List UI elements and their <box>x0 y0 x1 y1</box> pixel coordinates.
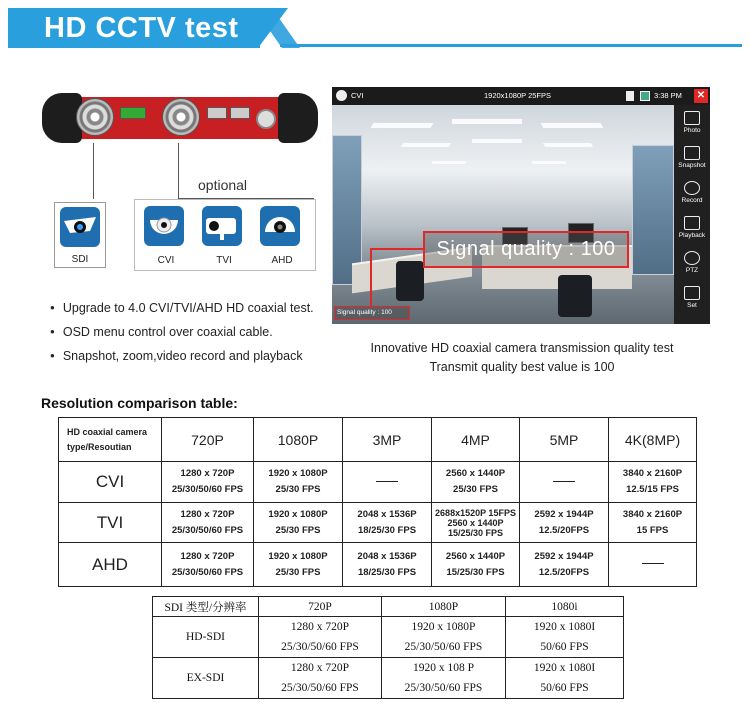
table-cell: 2560 x 1440P 15/25/30 FPS <box>432 543 520 587</box>
snapshot-button[interactable]: Snapshot <box>674 146 710 169</box>
tester-screen <box>332 87 710 324</box>
table-cell: 2048 x 1536P 18/25/30 FPS <box>343 503 432 543</box>
table-cell-empty <box>609 543 697 587</box>
resolution-table <box>58 417 697 587</box>
header-banner <box>0 8 750 48</box>
table-cell: 1920 x 1080I 50/60 FPS <box>506 617 624 658</box>
resolution-table-title: Resolution comparison table: <box>41 395 238 411</box>
table-cell: 2592 x 1944P 12.5/20FPS <box>520 543 609 587</box>
ptz-button[interactable]: PTZ <box>674 251 710 274</box>
ceiling-light <box>541 123 604 128</box>
tvi-camera-icon <box>202 206 242 246</box>
clock: 3:38 PM <box>654 91 682 100</box>
table-header-row <box>153 597 624 617</box>
table-cell: 1280 x 720P 25/30/50/60 FPS <box>162 543 254 587</box>
icon-card-tvi <box>198 202 250 268</box>
sdi-table <box>152 596 624 699</box>
battery-icon <box>626 91 634 101</box>
bnc-connector-icon <box>76 98 114 136</box>
leader-line <box>178 143 179 199</box>
row-header: EX-SDI <box>153 658 259 699</box>
feature-list <box>50 296 314 368</box>
photo-button[interactable]: Photo <box>674 111 710 134</box>
icon-label: SDI <box>71 254 89 265</box>
playback-icon <box>684 216 700 230</box>
ceiling-light <box>472 139 522 143</box>
table-cell: 3840 x 2160P 12.5/15 FPS <box>609 462 697 503</box>
status-icon <box>640 91 650 101</box>
page-title: HD CCTV test <box>44 12 239 44</box>
knob-icon <box>256 109 276 129</box>
callout-line <box>370 248 425 250</box>
row-header: AHD <box>59 543 162 587</box>
icon-label: TVI <box>216 255 232 266</box>
port-icon <box>120 107 146 119</box>
table-cell: 1920 x 1080P 25/30 FPS <box>254 543 343 587</box>
ceiling-light <box>452 119 522 124</box>
dash-icon <box>642 563 664 564</box>
screen-status-bar <box>332 87 710 105</box>
table-cell: 1920 x 1080P 25/30 FPS <box>254 503 343 543</box>
optional-label: optional <box>198 177 248 193</box>
table-cell: 1920 x 108 P 25/30/50/60 FPS <box>382 658 506 699</box>
dash-icon <box>376 481 398 482</box>
screen-caption <box>332 339 712 377</box>
table-row <box>59 543 697 587</box>
camera-icon <box>336 90 347 101</box>
column-header: 720P <box>162 418 254 462</box>
table-row <box>153 617 624 658</box>
close-icon[interactable]: ✕ <box>694 89 708 103</box>
record-button[interactable]: Record <box>674 181 710 204</box>
table-row <box>59 462 697 503</box>
signal-quality-callout: Signal quality : 100 <box>423 231 629 268</box>
table-cell-empty <box>343 462 432 503</box>
caption-line: Innovative HD coaxial camera transmission quality test <box>370 341 674 355</box>
row-header: HD-SDI <box>153 617 259 658</box>
column-header: 3MP <box>343 418 432 462</box>
table-cell: 2688x1520P 15FPS 2560 x 1440P 15/25/30 FPS <box>432 503 520 543</box>
cvi-camera-icon <box>144 206 184 246</box>
icon-label: CVI <box>157 255 175 266</box>
mode-label: CVI <box>351 91 364 100</box>
column-header: 720P <box>259 597 382 617</box>
table-header-row <box>59 418 697 462</box>
window <box>632 145 674 275</box>
table-row <box>153 658 624 699</box>
rj45-port-icon <box>230 107 250 119</box>
resolution-label: 1920x1080P 25FPS <box>484 91 551 100</box>
tester-device-image <box>42 93 318 143</box>
table-cell: 3840 x 2160P 15 FPS <box>609 503 697 543</box>
callout-line <box>370 248 372 306</box>
icon-card-sdi <box>54 202 106 268</box>
ceiling-light <box>531 161 566 164</box>
ptz-icon <box>684 251 700 265</box>
table-cell: 1920 x 1080P 25/30/50/60 FPS <box>382 617 506 658</box>
settings-button[interactable]: Set <box>674 286 710 309</box>
settings-icon <box>684 286 700 300</box>
table-corner-cell: HD coaxial camera type/Resoutian <box>59 418 162 462</box>
table-row <box>59 503 697 543</box>
table-cell-empty <box>520 462 609 503</box>
icon-card-ahd <box>256 202 308 268</box>
table-cell: 1280 x 720P 25/30/50/60 FPS <box>259 617 382 658</box>
photo-icon <box>684 111 700 125</box>
feature-item: ● Upgrade to 4.0 CVI/TVI/AHD HD coaxial test. <box>50 296 314 320</box>
bnc-connector-icon <box>162 98 200 136</box>
table-cell: 1280 x 720P 25/30/50/60 FPS <box>162 462 254 503</box>
table-cell: 1280 x 720P 25/30/50/60 FPS <box>162 503 254 543</box>
playback-button[interactable]: Playback <box>674 216 710 239</box>
ceiling-light <box>543 143 593 147</box>
ceiling-light <box>401 143 451 147</box>
column-header: 1080P <box>254 418 343 462</box>
feature-item: ● OSD menu control over coaxial cable. <box>50 320 314 344</box>
rj45-port-icon <box>207 107 227 119</box>
table-cell: 2560 x 1440P 25/30 FPS <box>432 462 520 503</box>
feature-item: ● Snapshot, zoom,video record and playback <box>50 344 314 368</box>
column-header: 4MP <box>432 418 520 462</box>
column-header: 5MP <box>520 418 609 462</box>
banner-rule <box>280 44 742 47</box>
row-header: CVI <box>59 462 162 503</box>
table-cell: 1920 x 1080I 50/60 FPS <box>506 658 624 699</box>
ceiling-light <box>431 161 466 164</box>
sdi-camera-icon <box>60 207 100 247</box>
column-header: 1080P <box>382 597 506 617</box>
snapshot-icon <box>684 146 700 160</box>
dash-icon <box>553 481 575 482</box>
chair <box>558 275 592 317</box>
screen-side-menu <box>674 105 710 324</box>
table-cell: 1920 x 1080P 25/30 FPS <box>254 462 343 503</box>
table-cell: 2048 x 1536P 18/25/30 FPS <box>343 543 432 587</box>
caption-line: Transmit quality best value is 100 <box>429 360 615 374</box>
table-corner-cell: SDI 类型/分辨率 <box>153 597 259 617</box>
table-cell: 2592 x 1944P 12.5/20FPS <box>520 503 609 543</box>
ceiling-light <box>371 123 434 128</box>
column-header: 4K(8MP) <box>609 418 697 462</box>
row-header: TVI <box>59 503 162 543</box>
leader-line <box>93 143 94 199</box>
record-icon <box>684 181 700 195</box>
ahd-camera-icon <box>260 206 300 246</box>
column-header: 1080i <box>506 597 624 617</box>
table-cell: 1280 x 720P 25/30/50/60 FPS <box>259 658 382 699</box>
signal-quality-osd: Signal quality : 100 <box>334 306 410 320</box>
device-bumper-right <box>278 93 318 143</box>
camera-feed <box>332 105 674 324</box>
chair <box>396 261 424 301</box>
icon-card-cvi <box>140 202 192 268</box>
icon-label: AHD <box>271 255 293 266</box>
